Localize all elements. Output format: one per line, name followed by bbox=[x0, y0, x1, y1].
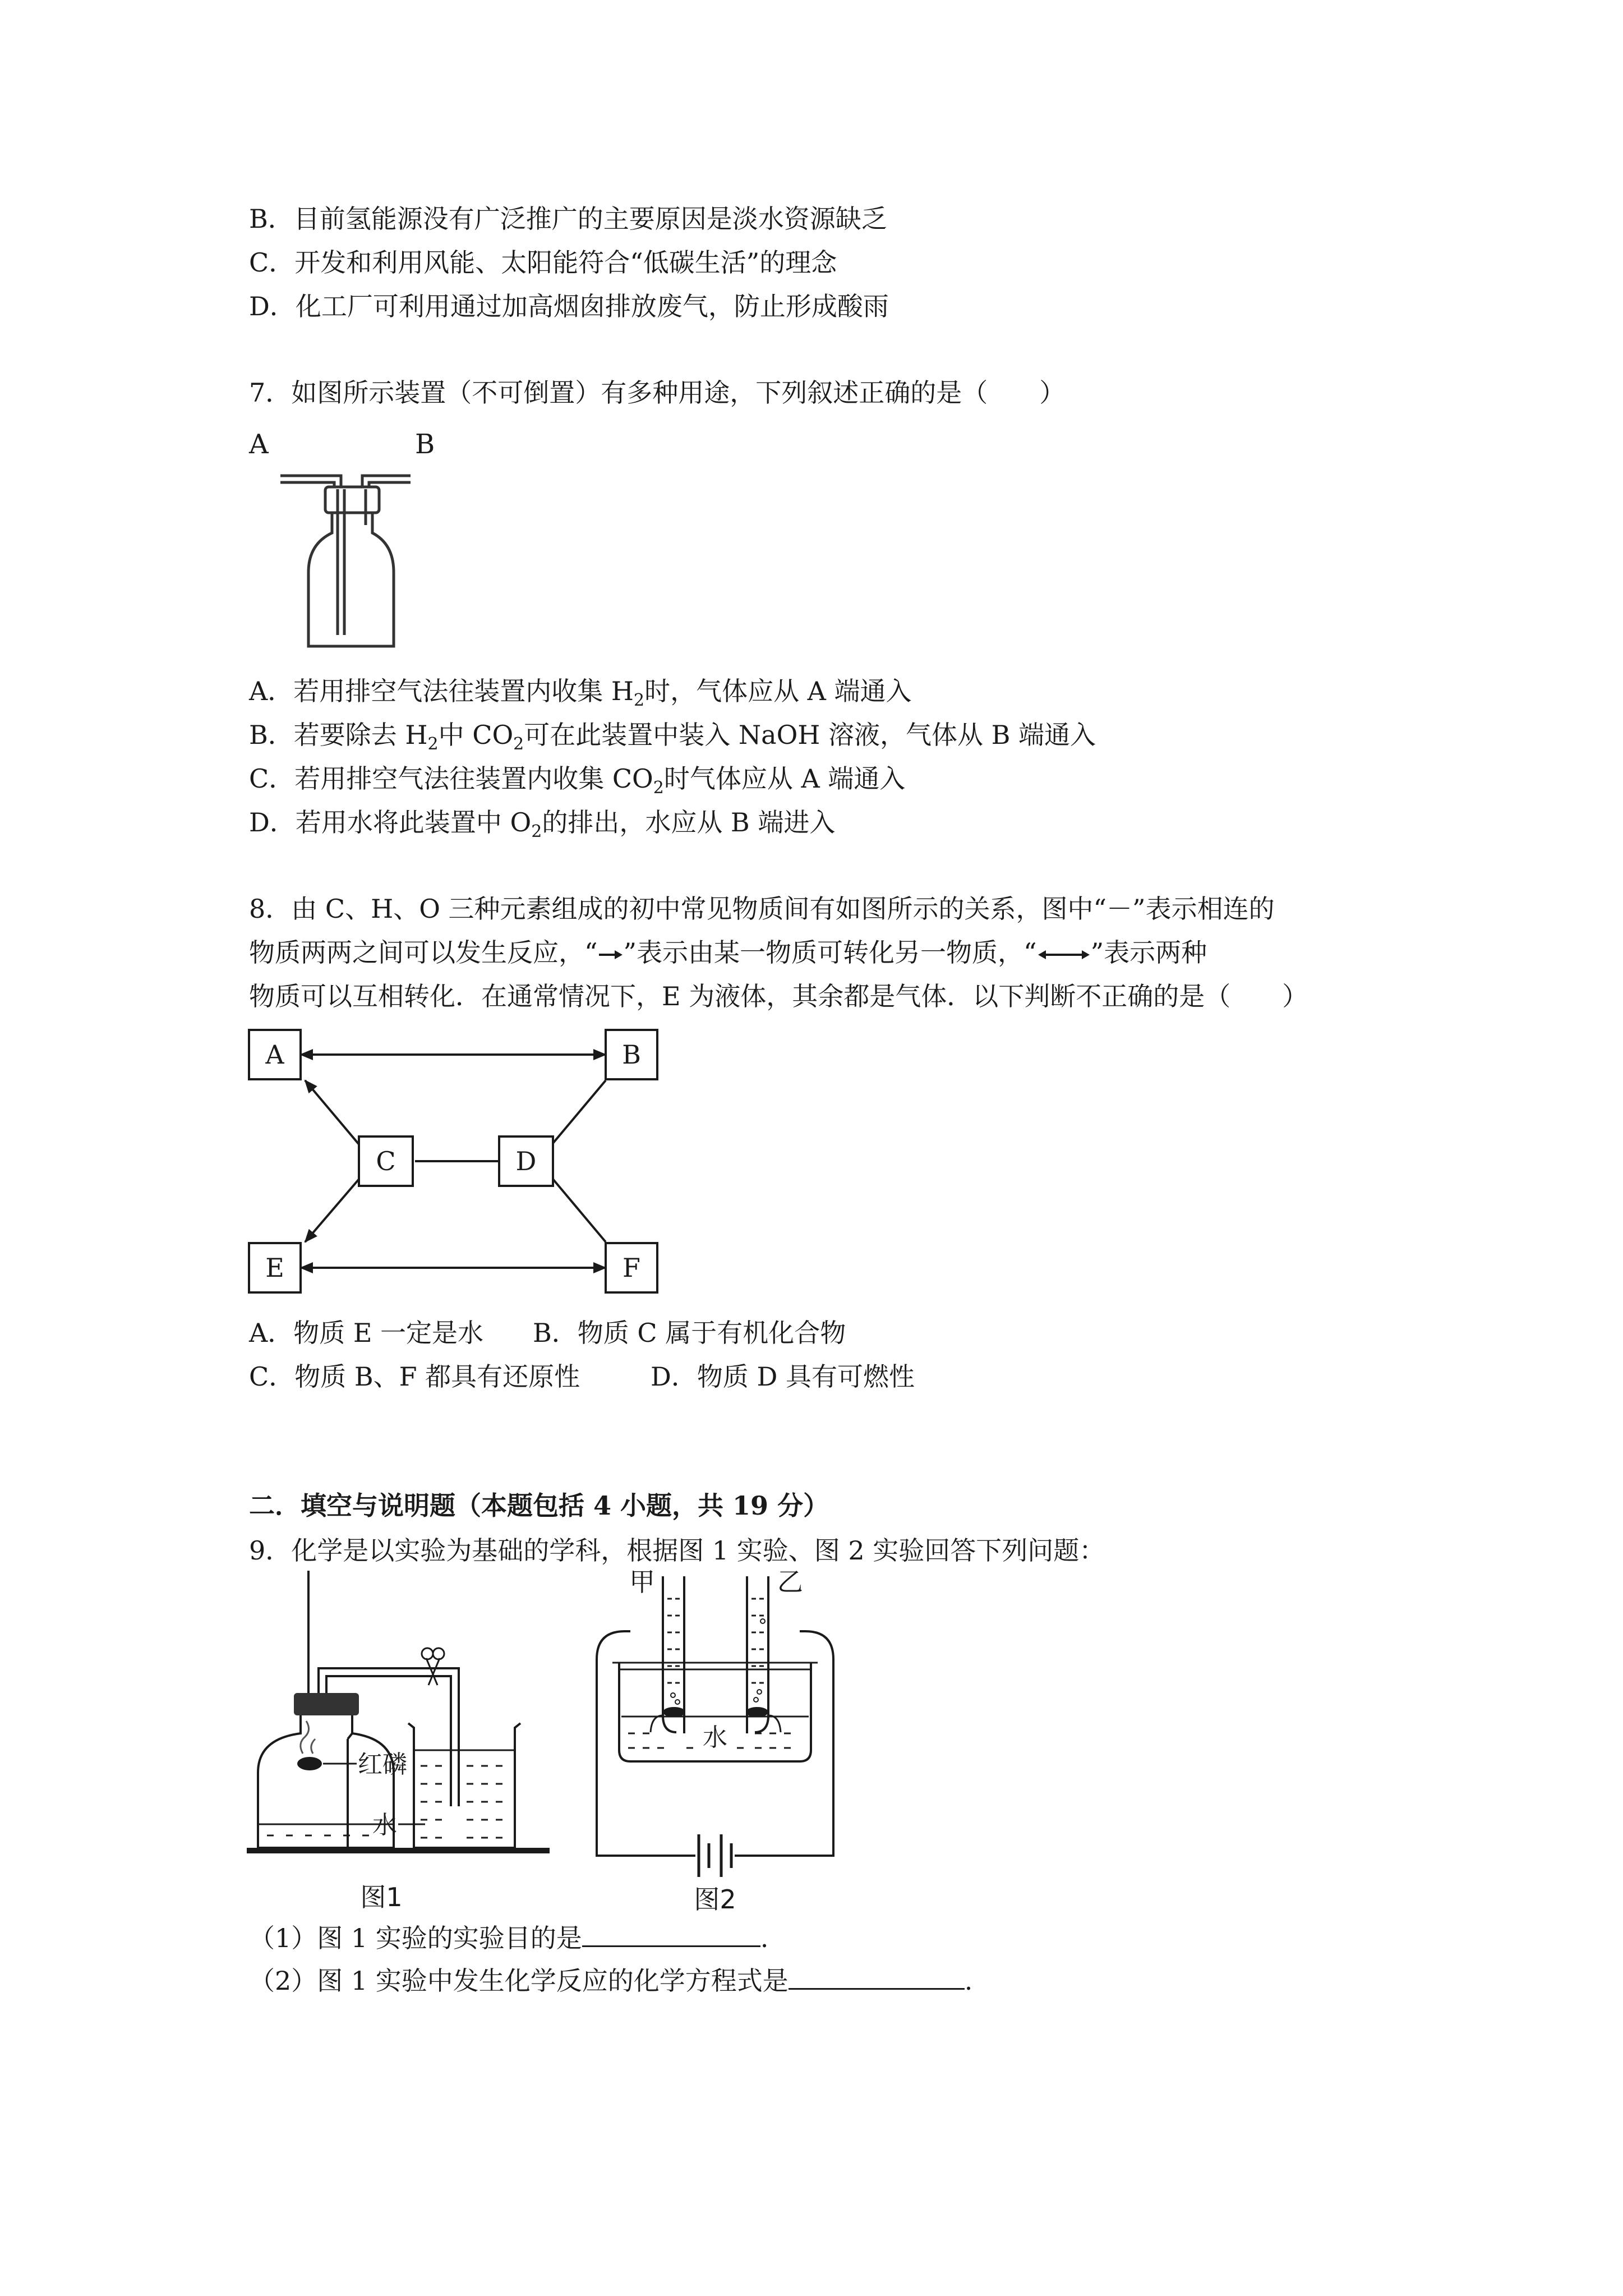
single-arrow-icon bbox=[598, 948, 624, 961]
fig2-label-yi: 乙 bbox=[777, 1567, 803, 1597]
fig2-label-water: 水 bbox=[703, 1723, 727, 1752]
q8-option-d: D．物质 D 具有可燃性 bbox=[651, 1361, 915, 1392]
node-c: C bbox=[376, 1146, 396, 1176]
q6-option-d: D．化工厂可利用通过加高烟囱排放废气，防止形成酸雨 bbox=[249, 291, 889, 321]
node-a: A bbox=[265, 1039, 284, 1070]
node-e: E bbox=[265, 1253, 284, 1283]
fig2-caption: 图2 bbox=[694, 1884, 736, 1915]
double-arrow-icon bbox=[1037, 948, 1091, 961]
q6-option-c: C．开发和利用风能、太阳能符合“低碳生活”的理念 bbox=[249, 247, 837, 278]
edge-c-a bbox=[305, 1080, 359, 1144]
q7-option-b: B．若要除去 $H_2$中 $CO_2$可在此装置中装入 NaOH 溶液，气体从 B 端通入 bbox=[249, 720, 1096, 754]
fig2-label-jia: 甲 bbox=[629, 1567, 655, 1597]
q7-option-c: C．若用排空气法往装置内收集 $CO_2$时气体应从 A 端通入 bbox=[249, 763, 906, 798]
q7-label-b: B bbox=[415, 429, 435, 460]
q8-relation-diagram bbox=[247, 1027, 673, 1290]
q9-stem: 9．化学是以实验为基础的学科，根据图 1 实验、图 2 实验回答下列问题： bbox=[249, 1535, 1105, 1566]
q7-option-a: A．若用排空气法往装置内收集 $H_2$时，气体应从 A 端通入 bbox=[249, 676, 912, 710]
node-b: B bbox=[622, 1039, 641, 1070]
q9-figure-2 bbox=[589, 1565, 847, 1918]
section-2-heading: 二．填空与说明题（本题包括 4 小题，共 19 分） bbox=[249, 1490, 829, 1521]
fig1-label-phosphorus: 红磷 bbox=[358, 1750, 407, 1779]
q9-figure-1 bbox=[247, 1571, 572, 1918]
q9-sub1: （1）图 1 实验的实验目的是 . bbox=[249, 1920, 768, 1955]
edge-d-b bbox=[553, 1080, 606, 1143]
fig1-label-water: 水 bbox=[372, 1811, 397, 1839]
q8-option-b: B．物质 C 属于有机化合物 bbox=[533, 1318, 846, 1348]
q8-option-c: C．物质 B、F 都具有还原性 bbox=[249, 1361, 580, 1392]
q7-option-d: D．若用水将此装置中 $O_2$的排出，水应从 B 端进入 bbox=[249, 807, 836, 841]
edge-d-f bbox=[553, 1179, 606, 1242]
q6-option-b: B．目前氢能源没有广泛推广的主要原因是淡水资源缺乏 bbox=[249, 204, 887, 234]
q7-gas-bottle-figure bbox=[241, 426, 454, 662]
q8-stem-line2: 物质两两之间可以发生反应，“ ”表示由某一物质可转化另一物质，“ ”表示两种 bbox=[249, 937, 1207, 968]
answer-blank-2[interactable] bbox=[789, 1962, 965, 1990]
q7-label-a: A bbox=[249, 429, 269, 460]
node-f: F bbox=[623, 1253, 640, 1283]
node-d: D bbox=[515, 1146, 537, 1176]
q7-stem: 7．如图所示装置（不可倒置）有多种用途，下列叙述正确的是（ ） bbox=[249, 378, 1066, 408]
q9-sub2: （2）图 1 实验中发生化学反应的化学方程式是 . bbox=[249, 1962, 972, 1998]
q8-option-a: A．物质 E 一定是水 bbox=[249, 1318, 484, 1348]
q8-stem-line1: 8．由 C、H、O 三种元素组成的初中常见物质间有如图所示的关系，图中“－”表示相连的 bbox=[249, 894, 1275, 924]
fig1-caption: 图1 bbox=[360, 1882, 403, 1912]
q8-stem-line3: 物质可以互相转化．在通常情况下，E 为液体，其余都是气体．以下判断不正确的是（ ） bbox=[249, 981, 1308, 1011]
answer-blank-1[interactable] bbox=[582, 1920, 760, 1947]
edge-c-e bbox=[305, 1179, 359, 1242]
